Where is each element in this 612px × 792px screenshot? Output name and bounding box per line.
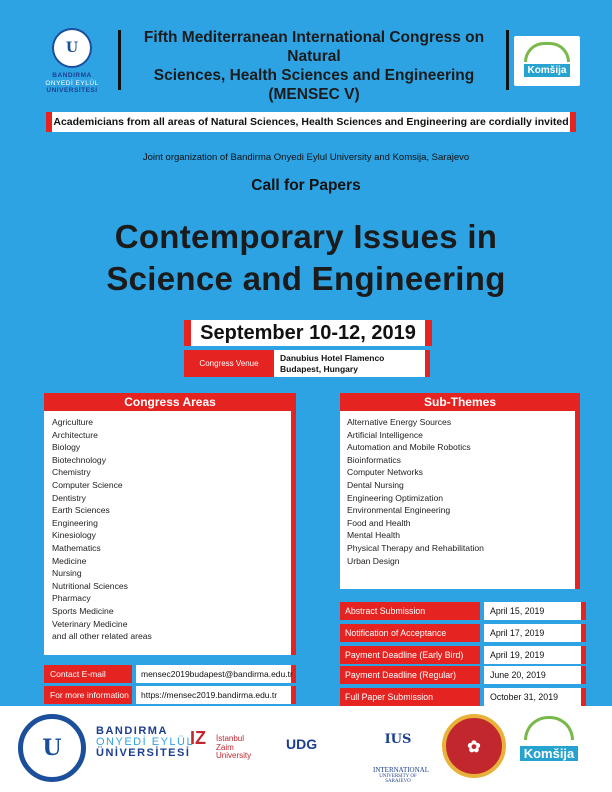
title-line-3: (MENSEC V) [268, 86, 360, 103]
sub-theme-item: Artificial Intelligence [347, 429, 423, 440]
congress-area-item: Pharmacy [52, 593, 91, 604]
congress-area-item: Sports Medicine [52, 605, 114, 616]
venue-line-2: Budapest, Hungary [280, 364, 358, 374]
komsija-wordmark: Komšija [524, 64, 571, 77]
website-link[interactable]: https://mensec2019.bandirma.edu.tr [136, 686, 296, 704]
bandirma-seal-icon: U [18, 714, 86, 782]
more-info-label: For more information [44, 686, 132, 704]
logo-line-2: ONYEDİ EYLÜL [45, 79, 99, 87]
ius-line-1: INTERNATIONAL [373, 766, 429, 774]
footer-bandirma-line-2: ONYEDİ EYLÜL [96, 736, 195, 748]
bandirma-logo [38, 28, 106, 95]
logo-line-1: BANDIRMA [52, 72, 92, 79]
footer-bandirma-line-1: BANDIRMA [96, 725, 168, 737]
komsija-footer-wordmark: Komšija [520, 746, 578, 761]
komsija-footer-logo [514, 716, 584, 780]
sub-theme-item: Engineering Optimization [347, 492, 444, 503]
congress-area-item: Agriculture [52, 417, 94, 427]
congress-area-item: Medicine [52, 555, 87, 566]
venue-label: Congress Venue [184, 350, 274, 377]
title-line-2: Sciences, Health Sciences and Engineering [153, 67, 475, 84]
congress-area-item: Dentistry [52, 492, 86, 503]
komsija-footer-roof-icon [524, 716, 574, 740]
sub-theme-item: Computer Networks [347, 467, 423, 478]
sub-theme-item: Urban Design [347, 555, 400, 566]
komsija-logo [514, 36, 580, 86]
venue-value [274, 350, 430, 377]
deadline-label: Abstract Submission [340, 602, 480, 620]
sub-themes-list [340, 411, 580, 589]
congress-area-item: Engineering [52, 517, 98, 528]
contact-email-row [44, 665, 296, 683]
congress-area-item: Mathematics [52, 542, 101, 553]
congress-area-item: and all other related areas [52, 631, 152, 642]
congress-area-item: Chemistry [52, 467, 91, 478]
izu-line-3: University [216, 751, 252, 760]
congress-area-item: Earth Sciences [52, 505, 110, 516]
sub-themes-heading: Sub-Themes [340, 393, 580, 411]
contact-email-link[interactable]: mensec2019budapest@bandirma.edu.tr [136, 665, 296, 683]
university-seal-icon: U [52, 28, 92, 68]
sub-theme-item: Food and Health [347, 517, 411, 528]
bandirma-footer-wordmark [96, 726, 194, 759]
udg-logo: UDG [286, 736, 318, 752]
joint-organization: Joint organization of Bandirma Onyedi Eylul University and Komsija, Sarajevo [142, 152, 470, 163]
deadline-date: October 31, 2019 [484, 688, 586, 706]
deadline-date: April 17, 2019 [484, 624, 586, 642]
footer-bandirma-line-3: ÜNİVERSİTESİ [96, 747, 191, 759]
congress-area-item: Architecture [52, 429, 98, 440]
sub-theme-item: Mental Health [347, 530, 401, 541]
congress-area-item: Veterinary Medicine [52, 618, 128, 629]
deadline-label: Notification of Acceptance [340, 624, 480, 642]
congress-area-item: Nursing [52, 568, 82, 579]
deadline-row [340, 666, 586, 684]
congress-area-item: Kinesiology [52, 530, 96, 541]
sub-theme-item: Alternative Energy Sources [347, 417, 452, 427]
venue-line-1: Danubius Hotel Flamenco [280, 353, 385, 363]
headline-line-2: Science and Engineering [106, 260, 506, 297]
congress-title [126, 28, 502, 104]
sub-theme-item: Environmental Engineering [347, 505, 451, 516]
deadline-label: Payment Deadline (Early Bird) [340, 646, 480, 664]
congress-area-item: Biology [52, 442, 81, 453]
call-for-papers: Call for Papers [251, 177, 361, 194]
sub-theme-item: Bioinformatics [347, 454, 401, 465]
header-divider-left [118, 30, 121, 90]
congress-dates: September 10-12, 2019 [184, 320, 432, 346]
ius-crest-icon: IUS [380, 716, 416, 762]
sub-theme-item: Dental Nursing [347, 479, 404, 490]
headline [0, 216, 612, 300]
deadline-row [340, 602, 586, 620]
deadline-label: Payment Deadline (Regular) [340, 666, 480, 684]
deadline-date: April 15, 2019 [484, 602, 586, 620]
header-divider-right [506, 30, 509, 90]
ius-logo-text [373, 766, 429, 784]
contact-email-label: Contact E-mail [44, 665, 132, 683]
sub-theme-item: Physical Therapy and Rehabilitation [347, 542, 484, 553]
deadline-date: April 19, 2019 [484, 646, 586, 664]
headline-line-1: Contemporary Issues in [114, 218, 498, 255]
congress-area-item: Computer Science [52, 479, 123, 490]
congress-area-item: Biotechnology [52, 454, 106, 465]
congress-areas-heading: Congress Areas [44, 393, 296, 411]
footer-logos [0, 706, 612, 792]
deadline-row [340, 646, 586, 664]
deadline-label: Full Paper Submission [340, 688, 480, 706]
izu-mark-icon: IZ [190, 728, 206, 748]
deadline-row [340, 624, 586, 642]
more-info-row [44, 686, 296, 704]
deadline-row [340, 688, 586, 706]
university-red-seal-icon: ✿ [442, 714, 506, 778]
title-line-1: Fifth Mediterranean International Congress on Natural [143, 29, 485, 65]
logo-line-3: ÜNİVERSİTESİ [46, 87, 98, 94]
deadline-date: June 20, 2019 [484, 666, 586, 684]
ius-line-2: UNIVERSITY OF SARAJEVO [379, 774, 417, 784]
invitation-banner: Academicians from all areas of Natural Sciences, Health Sciences and Engineering are cordially invited [46, 112, 576, 132]
congress-areas-list [44, 411, 296, 655]
komsija-roof-icon [524, 42, 570, 62]
izu-line-2: Zaim [216, 742, 234, 752]
sub-theme-item: Automation and Mobile Robotics [347, 442, 471, 453]
izu-line-1: İstanbul [216, 734, 245, 743]
congress-area-item: Nutritional Sciences [52, 580, 128, 591]
